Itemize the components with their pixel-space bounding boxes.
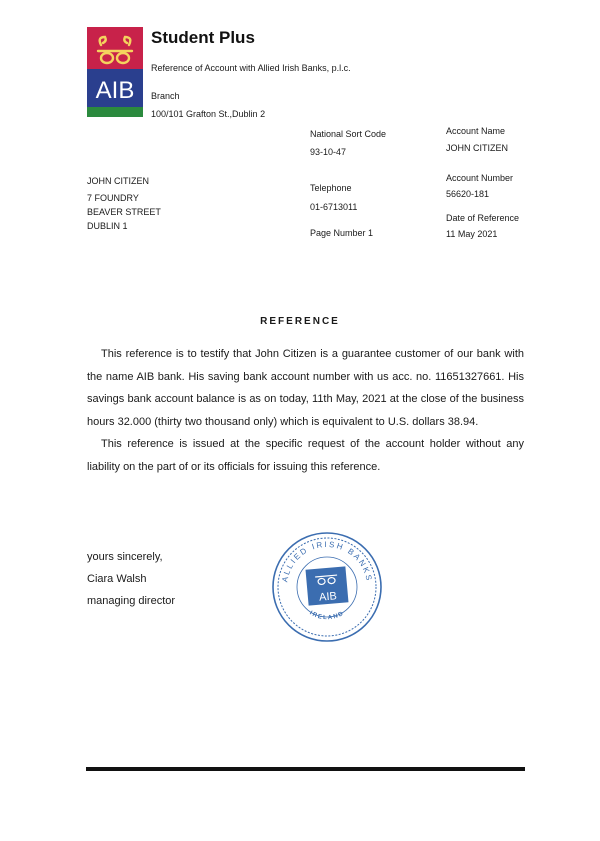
recipient-line: 7 FOUNDRY <box>87 193 139 203</box>
paragraph-2: This reference is issued at the specific request of the account holder without any liability on the part of or its officials for issuing this reference. <box>87 438 524 473</box>
paragraph-1: This reference is to testify that John Citizen is a guarantee customer of our bank with the name AIB bank. His saving bank account number with us acc. no. 11651327661. His savings bank account balance is as on today, 11th May, 2021 at the close of the business hours 32.000 (thirty two thousand only) which is equivalent to U.S. dollars 38.94. <box>87 348 524 428</box>
sort-code-label: National Sort Code <box>310 129 387 139</box>
branch-address: 100/101 Grafton St.,Dublin 2 <box>151 109 266 119</box>
page-number: Page Number 1 <box>310 228 374 238</box>
sort-code-value: 93-10-47 <box>310 147 347 157</box>
product-name: Student Plus <box>151 28 255 47</box>
svg-text:AIB: AIB <box>318 590 338 604</box>
stamp-arc-top: ALLIED IRISH BANKS <box>280 539 374 583</box>
letter-heading: REFERENCE <box>260 316 340 327</box>
telephone-label: Telephone <box>310 183 352 193</box>
account-name-label: Account Name <box>446 126 506 136</box>
branch-label: Branch <box>151 91 180 101</box>
letter-body <box>87 343 524 478</box>
recipient-line: BEAVER STREET <box>87 207 161 217</box>
bank-stamp <box>270 530 384 644</box>
svg-text:AIB: AIB <box>95 77 135 104</box>
recipient-line: JOHN CITIZEN <box>87 176 149 186</box>
aib-logo <box>87 27 143 117</box>
footer-rule <box>86 767 525 771</box>
account-number-value: 56620-181 <box>446 189 490 199</box>
stamp-logo <box>306 566 349 605</box>
date-label: Date of Reference <box>446 213 520 223</box>
account-name-value: JOHN CITIZEN <box>446 143 508 153</box>
recipient-line: DUBLIN 1 <box>87 221 128 231</box>
closing: yours sincerely, <box>87 551 163 563</box>
stamp-arc-bottom: IRELAND <box>308 610 346 622</box>
signatory-position: managing director <box>87 595 176 607</box>
account-number-label: Account Number <box>446 173 514 183</box>
signatory-name: Ciara Walsh <box>87 573 147 585</box>
date-value: 11 May 2021 <box>446 229 498 239</box>
document-subtitle: Reference of Account with Allied Irish Banks, p.l.c. <box>151 63 351 73</box>
telephone-value: 01-6713011 <box>310 202 358 212</box>
